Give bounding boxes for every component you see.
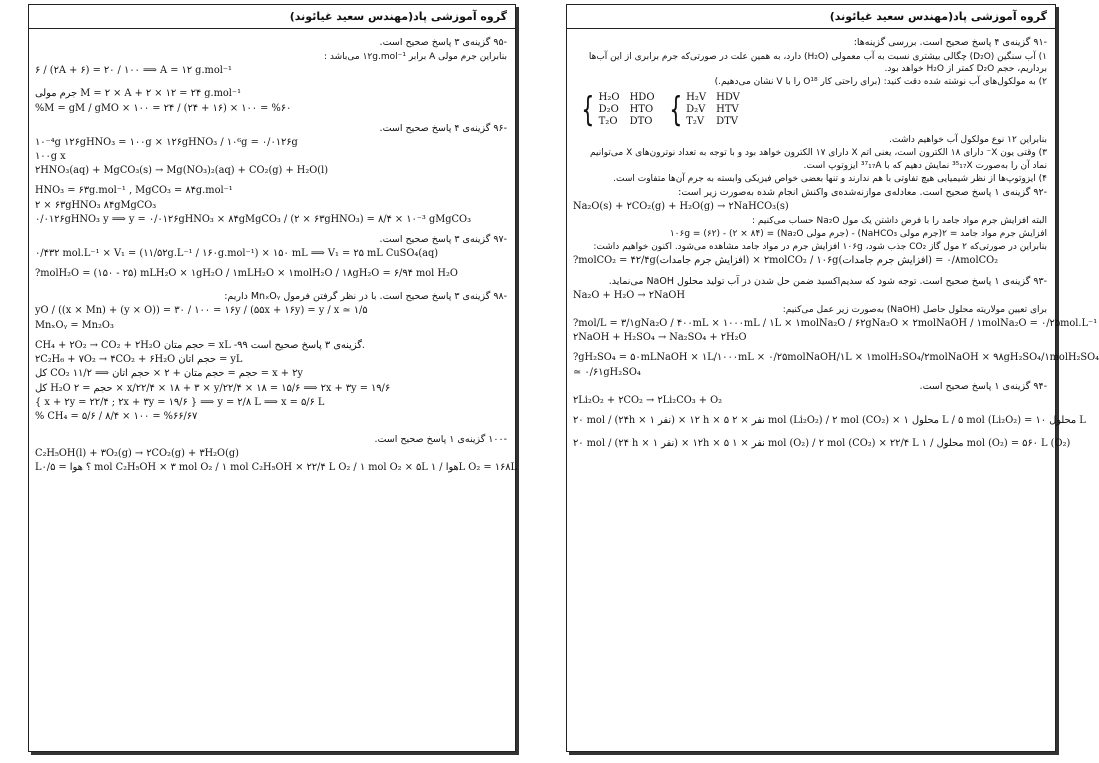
spacer [35, 282, 507, 289]
spacer [35, 179, 507, 183]
equation-line: Na₂O + H₂O → ۲NaOH [573, 289, 685, 301]
molecule-formula: T₂V [686, 116, 705, 128]
brace-icon: { [668, 90, 682, 131]
molecule-formula: T₂O [598, 116, 618, 128]
equation-line: ۱۰۰g x [35, 150, 66, 162]
question-heading: -۹۷ گزینه‌ی ۳ پاسخ صحیح است. [379, 234, 507, 246]
molecule-formula: H₂V [686, 92, 707, 104]
spacer [35, 79, 507, 86]
molecule-formula: HTO [629, 104, 654, 116]
spacer [573, 429, 1047, 436]
text-line: بنابراین ۱۲ نوع مولکول آب خواهیم داشت. [889, 135, 1047, 146]
molecule-formula: HDO [629, 92, 655, 104]
question-heading: -۹۲ گزینه‌ی ۱ پاسخ صحیح است. معادله‌ی موازنه‌شده‌ی واکنش انجام شده به‌صورت زیر است: [678, 186, 1047, 198]
equation-line: ?molH₂O = (۱۵۰ - ۲۵) mLH₂O × ۱gH₂O / ۱mLH₂O × ۱molH₂O / ۱۸gH₂O = ۶/۹۴ mol H₂O [35, 268, 458, 280]
equation-line: % CH₄ = ۵/۶ / ۸/۴ × ۱۰۰ = %۶۶/۶۷ [35, 411, 198, 423]
spacer [573, 346, 1047, 350]
spacer [35, 262, 507, 266]
molecule-formula: H₂O [598, 92, 620, 104]
molecule-formula: DTV [716, 116, 739, 128]
equation-line: ?molCO₂ = ۴۲/۴g(افزایش جرم جامدات) × ۲molCO₂ / ۱۰۶g(افزایش جرم جامدات) = ۰/۸molCO₂ [573, 255, 999, 267]
equation-line: ۲C₂H₆ + ۷O₂ → ۴CO₂ + ۶H₂O حجم اتان = yL [35, 354, 243, 366]
molecule-formula: DTO [629, 116, 653, 128]
page-right [566, 4, 1099, 752]
equation-line: CH₄ + ۲O₂ → CO₂ + ۲H₂O حجم متان = xL -۹۹ گزینه‌ی ۳ پاسخ صحیح است. [35, 339, 366, 351]
text-line: برای تعیین مولاریته محلول حاصل (NaOH) به‌صورت زیر عمل می‌کنیم: [782, 304, 1047, 315]
text-line: البته افزایش جرم مواد جامد را با فرض داشتن یک مول Na₂O حساب می‌کنیم : [752, 216, 1047, 227]
molecule-formula: D₂V [686, 104, 706, 116]
equation-line: ۲ × ۶۳gHNO₃ ۸۴gMgCO₃ [35, 199, 157, 211]
equation-line: HNO₃ = ۶۳g.mol⁻¹ , MgCO₃ = ۸۴g.mol⁻¹ [35, 185, 233, 197]
spacer [35, 228, 507, 232]
equation-line: C₂H₅OH(l) + ۳O₂(g) → ۲CO₂(g) + ۳H₂O(g) [35, 448, 240, 460]
left-content [29, 29, 515, 475]
equation-line: ۲NaOH + H₂SO₄ → Na₂SO₄ + ۲H₂O [573, 332, 747, 344]
equation-line: L؟ هوا = ۰/۵ mol C₂H₅OH × ۳ mol O₂ / ۱ mol C₂H₅OH × ۲۲/۴ L O₂ / ۱ mol O₂ × ۵L هوا / ۱L O₂ = ۱۶۸L [35, 462, 517, 474]
brace-icon: { [581, 90, 595, 131]
equation-line: کل H₂O حجم = ۲ × x/۲۲/۴ × ۱۸ + ۳ × y/۲۲/۴ × ۱۸ = ۱۵/۶ ⟹ ۲x + ۳y = ۱۹/۶ [35, 382, 391, 394]
equation-line: جرم مولی M = ۲ × A + ۲ × ۱۲ = ۲۴ g.mol⁻¹ [35, 88, 242, 100]
text-line: ۱) آب سنگین (D₂O) چگالی بیشتری نسبت به آب معمولی (H₂O) دارد، به همین علت در صورتی‌که جرم برابری از این آب‌ها برداریم، حجم D₂O کمتر از H₂O خواهد بود. [588, 51, 1047, 75]
spacer [35, 117, 507, 121]
text-line: ۴) ایزوتوپ‌ها از نظر شیمیایی هیچ تفاوتی با هم ندارند و تنها بعضی خواص فیزیکی وابسته به جرم آن‌ها متفاوت است. [613, 173, 1047, 184]
equation-line: ۱۰⁻⁴g ۱۲۶gHNO₃ = ۱۰۰g × ۱۲۶gHNO₃ / ۱۰⁶g = ۰/۰۱۲۶g [35, 136, 298, 148]
equation-line: ?gH₂SO₄ = ۵۰mLNaOH × ۱L/۱۰۰۰mL × ۰/۲۵molNaOH/۱L × ۱molH₂SO₄/۲molNaOH × ۹۸gH₂SO₄/۱molH₂SO₄ [573, 352, 1099, 364]
equation-line: ۲HNO₃(aq) + MgCO₃(s) → Mg(NO₃)₂(aq) + CO₂(g) + H₂O(l) [35, 165, 329, 177]
question-heading: -۹۱ گزینه‌ی ۴ پاسخ صحیح است. بررسی گزینه‌ها: [853, 37, 1047, 48]
question-heading: -۹۳ گزینه‌ی ۱ پاسخ صحیح است. توجه شود که سدیم‌اکسید ضمن حل شدن در آب تولید محلول NaOH می‌نماید. [608, 275, 1047, 287]
molecule-formula: D₂O [598, 104, 619, 116]
spacer [35, 425, 507, 432]
equation-line: ۲Li₂O₂ + ۲CO₂ → ۲Li₂CO₃ + O₂ [573, 394, 723, 406]
page-header: گروه آموزشی پاد(مهندس سعید غیائوند) [567, 5, 1055, 29]
spacer [35, 334, 507, 338]
water-molecules-list [577, 90, 1047, 131]
equation-line: ۰/۴۳۲ mol.L⁻¹ × V₁ = (۱۱/۵۲g.L⁻¹ / ۱۶۰g.mol⁻¹) × ۱۵۰ mL ⟹ V₁ = ۲۵ mL CuSO₄(aq) [35, 248, 439, 260]
question-heading: -۹۴ گزینه‌ی ۱ پاسخ صحیح است. [919, 380, 1047, 392]
equation-line: ۲۰ mol / (۲۴h × ۱ نفر) × ۱۲ h × ۵ نفر × ۲ mol (Li₂O₂) / ۲ mol (CO₂) × محلول ۱ L / ۵ mol (Li₂O₂) = محلول ۱۰ L [573, 415, 1086, 427]
equation-line: yO / ((x × Mn) + (y × O)) = ۳۰ / ۱۰۰ = ۱۶y / (۵۵x + ۱۶y) = y / x ≃ ۱/۵ [35, 305, 368, 317]
question-heading: -۹۸ گزینه‌ی ۳ پاسخ صحیح است. با در نظر گرفتن فرمول MnₓOᵧ داریم: [224, 291, 507, 303]
text-line: بنابراین جرم مولی A برابر ۱۲g.mol⁻¹ می‌باشد : [323, 51, 507, 62]
question-heading: -۹۶ گزینه‌ی ۴ پاسخ صحیح است. [379, 122, 507, 134]
equation-line: %M = gM / gMO × ۱۰۰ = ۲۴ / (۲۴ + ۱۶) × ۱۰۰ = %۶۰ [35, 102, 292, 114]
molecule-formula: HTV [716, 104, 739, 116]
equation-line: MnₓOᵧ = Mn₂O₃ [35, 319, 114, 331]
text-line: ۲) به مولکول‌های آب نوشته شده دقت کنید: (برای راحتی کار O¹⁸ را با V نشان می‌دهیم.) [714, 77, 1047, 88]
question-heading: -۱۰۰ گزینه‌ی ۱ پاسخ صحیح است. [374, 434, 507, 446]
question-heading: -۹۵ گزینه‌ی ۳ پاسخ صحیح است. [379, 37, 507, 48]
equation-line: ≃ ۰/۶۱gH₂SO₄ [573, 366, 641, 378]
page-left [28, 4, 516, 752]
spacer [573, 270, 1047, 274]
equation-line: ۶ / (۲A + ۶) = ۲۰ / ۱۰۰ ⟹ A = ۱۲ g.mol⁻¹ [35, 65, 232, 77]
text-line: ۳) وقتی یون X⁻ دارای ۱۸ الکترون است، یعنی اتم X دارای ۱۷ الکترون خواهد بود و با توجه به تعداد نوترون‌های X می‌توانیم نماد آن را به‌صورت ³⁵₁₇X نمایش دهیم که با ³⁷₁₇A ایزوتوپ است. [590, 148, 1047, 171]
page-header: گروه آموزشی پاد(مهندس سعید غیائوند) [29, 5, 515, 29]
right-content [567, 29, 1099, 451]
equation-line: ?mol/L = ۳/۱gNa₂O / ۴۰۰mL × ۱۰۰۰mL / ۱L × ۱molNa₂O / ۶۲gNa₂O × ۲molNaOH / ۱molNa₂O = ۰/۲۵mol.L⁻¹ [573, 318, 1098, 330]
equation-line: کل CO₂ حجم = حجم متان + ۲ × حجم اتان ⟹ ۱۱/۲ = x + ۲y [35, 368, 303, 380]
equation-line: ۲۰ mol / (۲۴ h × ۱ نفر) × ۱۲h × ۵ نفر × ۱ mol (O₂) / ۲ mol (CO₂) × ۲۲/۴ L محلول / ۱ mol (O₂) = ۵۶۰ L (O₂) [573, 438, 1071, 450]
equation-line: { x + ۲y = ۲۲/۴ ; ۲x + ۳y = ۱۹/۶ } ⟹ y = ۲/۸ L ⟹ x = ۵/۶ L [35, 396, 325, 408]
molecule-group [577, 90, 620, 131]
text-line: بنابراین در صورتی‌که ۲ مول گاز CO₂ جذب شود، ۱۰۶g افزایش جرم در مواد جامد مشاهده می‌شود. اکنون خواهیم داشت: [593, 242, 1047, 253]
molecule-formula: HDV [716, 92, 740, 104]
molecule-group [665, 90, 707, 131]
spacer [573, 409, 1047, 413]
text-line: افزایش جرم مواد جامد = ۲(جرم مولی NaHCO₃) - (جرم مولی Na₂O) = (۲ × ۸۴) - (۶۲) = ۱۰۶g [669, 229, 1047, 240]
molecule-group [630, 92, 655, 128]
equation-line: Na₂O(s) + ۲CO₂(g) + H₂O(g) → ۲NaHCO₃(s) [573, 200, 789, 212]
equation-line: ۰/۰۱۲۶gHNO₃ y ⟹ y = ۰/۰۱۲۶gHNO₃ × ۸۴gMgCO₃ / (۲ × ۶۳gHNO₃) = ۸/۴ × ۱۰⁻³ gMgCO₃ [35, 213, 472, 225]
molecule-group [716, 92, 740, 128]
